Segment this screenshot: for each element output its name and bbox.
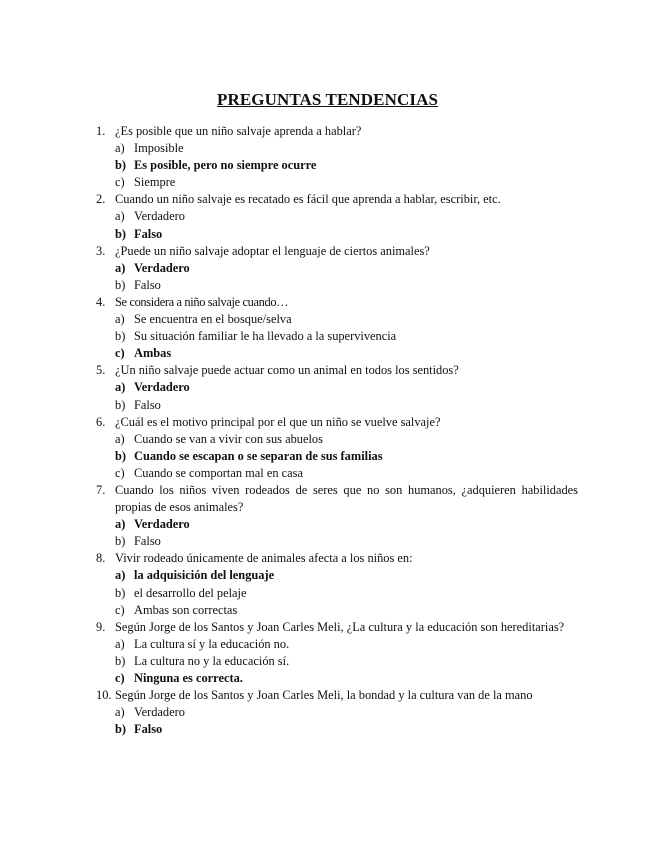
option-letter: c): [115, 346, 125, 361]
question-number: 5.: [96, 363, 106, 378]
question-number: 10.: [96, 688, 112, 703]
answer-option: [96, 157, 578, 174]
option-text: Verdadero: [134, 705, 185, 720]
answer-option: [96, 208, 578, 225]
question-text: ¿Cuál es el motivo principal por el que un niño se vuelve salvaje?: [115, 414, 441, 429]
question-number: 8.: [96, 551, 106, 566]
option-letter: a): [115, 517, 126, 532]
option-letter: a): [115, 260, 126, 275]
option-text: Es posible, pero no siempre ocurre: [134, 158, 317, 173]
answer-option: [96, 585, 578, 602]
option-letter: b): [115, 722, 127, 737]
option-letter: b): [115, 448, 127, 463]
option-letter: a): [115, 209, 125, 224]
question-number: 4.: [96, 294, 106, 309]
answer-option: [96, 328, 578, 345]
question-number: 7.: [96, 482, 106, 497]
option-letter: a): [115, 636, 125, 651]
option-letter: b): [115, 277, 126, 292]
answer-option: [96, 345, 578, 362]
question-7: [96, 482, 578, 516]
question-text: ¿Es posible que un niño salvaje aprenda a hablar?: [115, 124, 362, 138]
question-text: Vivir rodeado únicamente de animales afecta a los niños en:: [115, 551, 413, 566]
answer-option: [96, 704, 578, 721]
option-text: Verdadero: [134, 209, 185, 224]
question-text: Según Jorge de los Santos y Joan Carles Meli, la bondad y la cultura van de la mano: [115, 688, 533, 703]
answer-option: [96, 516, 578, 533]
option-letter: b): [115, 158, 127, 173]
answer-option: [96, 670, 578, 687]
option-letter: a): [115, 380, 126, 395]
answer-option: [96, 721, 578, 738]
option-letter: c): [115, 465, 125, 480]
answer-option: [96, 226, 578, 243]
option-letter: c): [115, 602, 125, 617]
option-letter: a): [115, 141, 125, 156]
option-letter: a): [115, 705, 125, 720]
option-text: Su situación familiar le ha llevado a la supervivencia: [134, 329, 397, 344]
answer-option: [96, 653, 578, 670]
answer-option: [96, 174, 578, 191]
option-text: Cuando se escapan o se separan de sus familias: [134, 448, 383, 463]
answer-option: [96, 533, 578, 550]
question-number: 2.: [96, 192, 106, 207]
option-text: Falso: [134, 226, 163, 241]
answer-option: [96, 567, 578, 584]
option-text: Ninguna es correcta.: [134, 671, 243, 685]
question-10: [96, 687, 578, 704]
option-text: Verdadero: [134, 517, 190, 532]
option-text: Ambas son correctas: [134, 602, 238, 617]
answer-option: [96, 379, 578, 396]
answer-option: [96, 277, 578, 294]
question-text: Según Jorge de los Santos y Joan Carles Meli, ¿La cultura y la educación son hereditarias?: [115, 619, 565, 634]
option-letter: b): [115, 397, 126, 412]
option-letter: a): [115, 312, 125, 327]
option-text: Cuando se van a vivir con sus abuelos: [134, 431, 323, 446]
answer-option: [96, 140, 578, 157]
option-text: Ambas: [134, 346, 172, 361]
answer-option: [96, 602, 578, 619]
option-letter: b): [115, 585, 126, 600]
question-number: 6.: [96, 414, 106, 429]
option-letter: a): [115, 568, 126, 583]
option-letter: b): [115, 653, 126, 668]
question-text: Se considera a niño salvaje cuando…: [115, 294, 289, 309]
option-text: Verdadero: [134, 260, 190, 275]
question-5: [96, 362, 578, 379]
answer-option: [96, 465, 578, 482]
option-letter: b): [115, 534, 126, 549]
option-text: Se encuentra en el bosque/selva: [134, 312, 292, 327]
question-6: [96, 414, 578, 431]
option-letter: b): [115, 226, 127, 241]
question-number: 3.: [96, 243, 106, 258]
option-text: Verdadero: [134, 380, 190, 395]
question-text: ¿Puede un niño salvaje adoptar el lenguaje de ciertos animales?: [115, 243, 430, 258]
question-4: [96, 294, 578, 311]
question-3: [96, 243, 578, 260]
option-text: Imposible: [134, 141, 184, 156]
option-text: el desarrollo del pelaje: [134, 585, 247, 600]
question-text: Cuando los niños viven rodeados de seres que no son humanos, ¿adquieren habilidades propias de esos animales?: [115, 482, 578, 515]
option-text: Falso: [134, 722, 163, 737]
question-text: Cuando un niño salvaje es recatado es fácil que aprenda a hablar, escribir, etc.: [115, 192, 501, 207]
answer-option: [96, 636, 578, 653]
question-number: 9.: [96, 619, 106, 634]
option-text: La cultura no y la educación sí.: [134, 653, 290, 668]
option-text: Cuando se comportan mal en casa: [134, 465, 303, 480]
option-letter: b): [115, 329, 126, 344]
question-8: [96, 550, 578, 567]
question-2: [96, 191, 578, 208]
option-text: Falso: [134, 397, 161, 412]
answer-option: [96, 260, 578, 277]
option-letter: a): [115, 431, 125, 446]
question-1: [96, 123, 578, 140]
page-title: PREGUNTAS TENDENCIAS: [217, 90, 438, 109]
option-text: Falso: [134, 277, 161, 292]
answer-option: [96, 448, 578, 465]
option-letter: c): [115, 671, 125, 685]
question-9: [96, 619, 578, 636]
answer-option: [96, 431, 578, 448]
question-text: ¿Un niño salvaje puede actuar como un animal en todos los sentidos?: [115, 363, 459, 378]
answer-option: [96, 311, 578, 328]
option-letter: c): [115, 175, 125, 190]
option-text: Falso: [134, 534, 161, 549]
option-text: Siempre: [134, 175, 176, 190]
answer-option: [96, 397, 578, 414]
question-number: 1.: [96, 124, 106, 138]
option-text: la adquisición del lenguaje: [134, 568, 275, 583]
option-text: La cultura sí y la educación no.: [134, 636, 290, 651]
question-list: [96, 123, 578, 738]
